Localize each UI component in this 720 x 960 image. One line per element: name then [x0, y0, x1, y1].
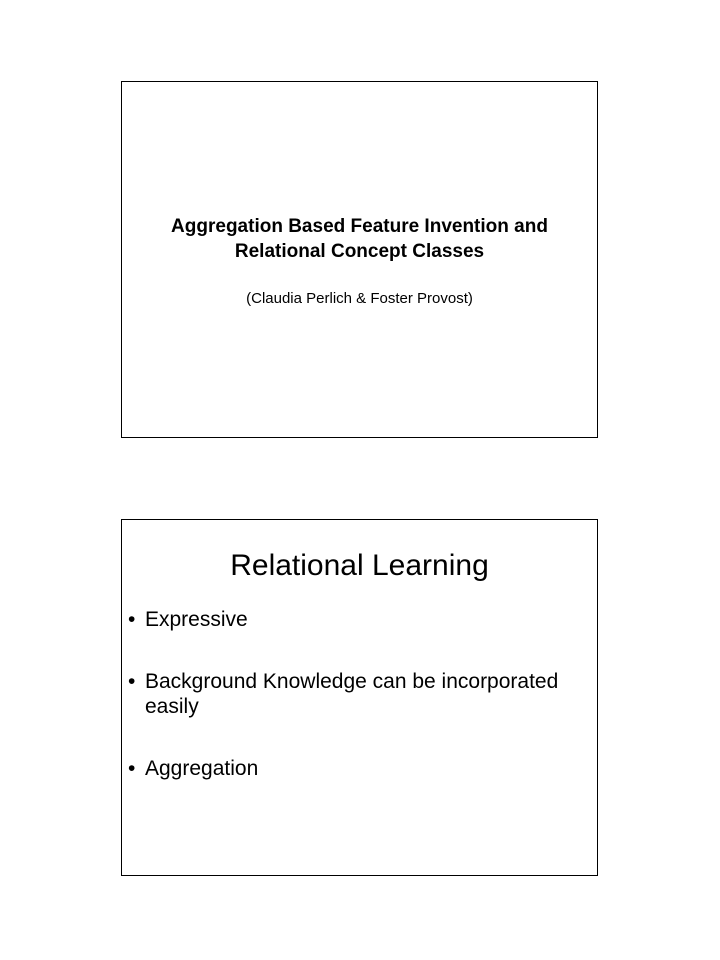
bullet-text: Aggregation	[145, 757, 259, 780]
bullet-item	[128, 756, 587, 781]
slide-heading: Relational Learning	[230, 549, 489, 582]
bullet-marker: •	[128, 670, 136, 693]
bullet-item	[128, 669, 587, 719]
presentation-title	[122, 214, 597, 264]
bullet-marker: •	[128, 757, 136, 780]
title-line: Aggregation Based Feature Invention and	[171, 216, 548, 237]
bullet-text: Expressive	[145, 608, 248, 631]
title-slide	[121, 81, 598, 438]
bullet-text: Background Knowledge can be incorporated	[145, 670, 559, 693]
bullet-list	[128, 607, 587, 818]
title-line: Relational Concept Classes	[234, 241, 485, 262]
content-slide	[121, 519, 598, 876]
bullet-marker: •	[128, 608, 136, 631]
bullet-text: easily	[145, 695, 199, 718]
bullet-item	[128, 607, 587, 632]
authors: (Claudia Perlich & Foster Provost)	[246, 290, 473, 307]
